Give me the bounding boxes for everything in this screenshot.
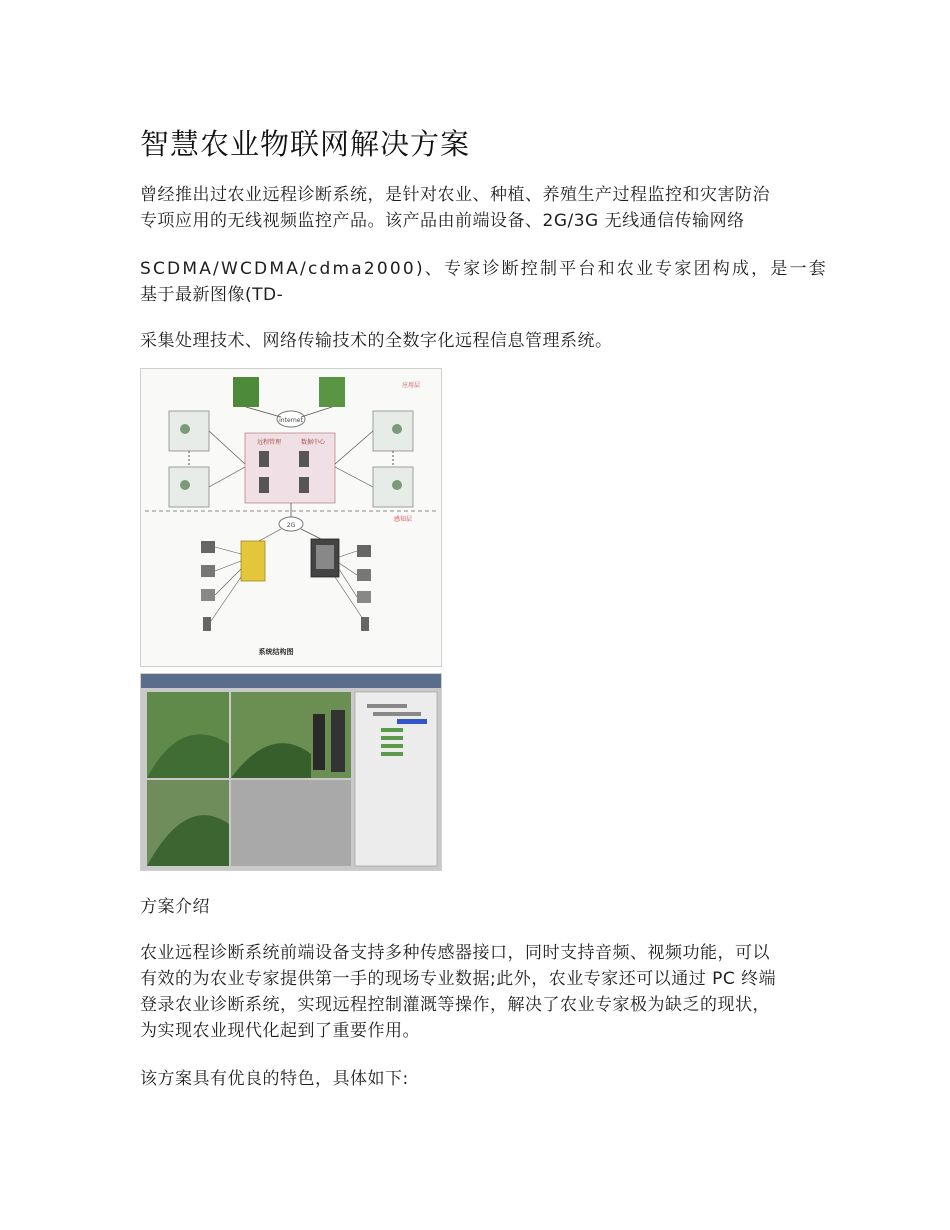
device-tree-panel xyxy=(355,692,437,866)
field-controller-left xyxy=(241,541,265,581)
intro-line-3: SCDMA/WCDMA/cdma2000)、专家诊断控制平台和农业专家团构成，是一套 xyxy=(140,259,828,279)
diagram-caption: 系统结构图 xyxy=(258,648,294,656)
video-pane-4-empty xyxy=(231,780,351,866)
intro-line-2: 专项应用的无线视频监控产品。该产品由前端设备、2G/3G 无线通信传输网络 xyxy=(140,211,745,231)
app-title-bar xyxy=(141,674,441,688)
body-line-2: 有效的为农业专家提供第一手的现场专业数据;此外，农业专家还可以通过 PC 终端 xyxy=(140,969,777,989)
body-line-1: 农业远程诊断系统前端设备支持多种传感器接口，同时支持音频、视频功能，可以 xyxy=(140,943,770,963)
section-heading: 方案介绍 xyxy=(140,897,210,917)
plant-image-right xyxy=(319,377,345,407)
intro-line-4: 基于最新图像(TD- xyxy=(140,285,284,305)
body-line-4: 为实现农业现代化起到了重要作用。 xyxy=(140,1021,420,1041)
architecture-diagram-svg xyxy=(141,369,441,666)
internet-label: internet xyxy=(279,417,303,424)
monitoring-screenshot-svg xyxy=(141,674,441,870)
intro-line-5: 采集处理技术、网络传输技术的全数字化远程信息管理系统。 xyxy=(140,331,613,351)
body-line-3: 登录农业诊断系统，实现远程控制灌溉等操作，解决了农业专家极为缺乏的现状， xyxy=(140,995,770,1015)
intro-line-1: 曾经推出过农业远程诊断系统，是针对农业、种植、养殖生产过程监控和灾害防治 xyxy=(140,185,770,205)
application-layer-label: 应用层 xyxy=(401,382,421,389)
features-intro: 该方案具有优良的特色，具体如下: xyxy=(140,1069,409,1089)
perception-layer-label: 感知层 xyxy=(393,516,413,523)
2g-label: 2G xyxy=(286,522,296,529)
system-architecture-diagram xyxy=(140,368,442,667)
remote-management-label: 远程管理 xyxy=(256,439,282,446)
data-center-label: 数据中心 xyxy=(300,439,326,446)
plant-image-left xyxy=(233,377,259,407)
video-monitoring-screenshot xyxy=(140,673,442,871)
page-title: 智慧农业物联网解决方案 xyxy=(140,127,471,161)
